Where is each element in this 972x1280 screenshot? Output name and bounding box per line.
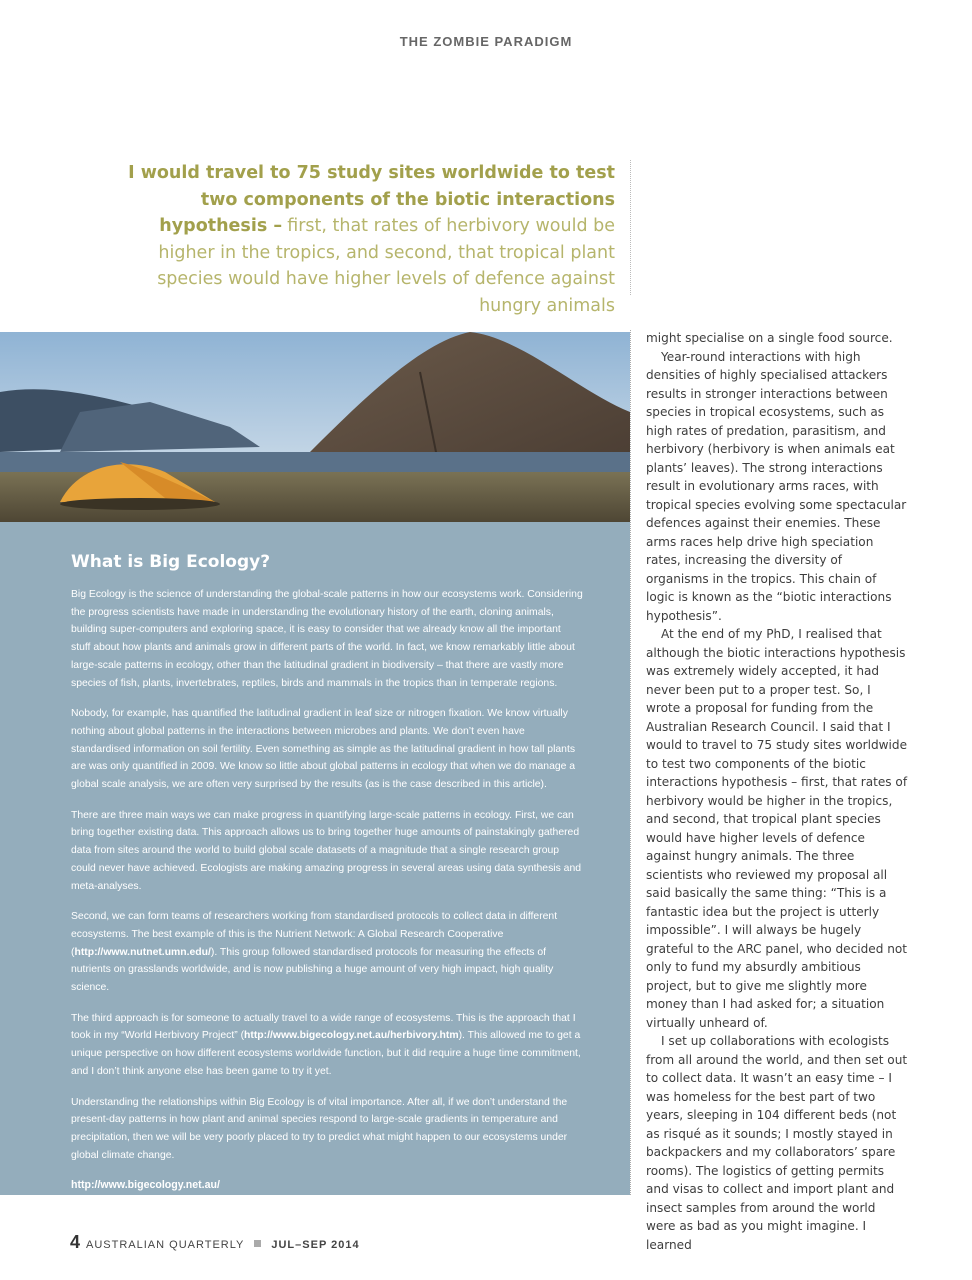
body-paragraph: I set up collaborations with ecologists from all around the world, and then set out to collect data. It wasn’t an easy time – I was homeless for the best part of two years, sleeping in 104 different beds (not as risqué as it sounds; I mostly stayed in backpackers and my collaborators’ spare rooms). The logistics of getting permits and visas to collect and import plant and insect samples from around the world were as bad as you might imagine. I learned — [646, 1034, 908, 1252]
body-paragraph: Year-round interactions with high densities of highly specialised attackers results in stronger interactions between species in tropical ecosystems, such as high rates of predation, parasitism, and herbivory (herbivory is when animals eat plants’ leaves). The strong interactions result in evolutionary arms races, with tropical species evolving some spectacular defences against their enemies. These arms races help drive high speciation rates, increasing the diversity of organisms in the tropics. This chain of logic is known as the “biotic interactions hypothesis”. — [646, 349, 907, 623]
tent-landscape-photo — [0, 332, 630, 522]
sidebar-paragraph: Nobody, for example, has quantified the latitudinal gradient in leaf size or nitrogen fixation. We know virtually nothing about global patterns in the interactions between microbes and plants. We don’t even have standardised information on soil fertility. Even something as simple as the latitudinal gradient in how tall plants are was only quantified in 2009. We know so little about global patterns in ecology that when we do manage a global scale analysis, we are often very surprised by the results (as is the case described in this article). — [71, 708, 576, 791]
text-span: The third approach is for someone to actually travel to a wide range of ecosystems. This is the approach that I took in my “World Herbivory Project” ( — [71, 1012, 576, 1042]
text-span: ). This group followed standardised protocols for measuring the effects of nutrients on grasslands worldwide, and is now publishing a huge amount of very high impact, high quality science. — [71, 946, 554, 994]
publication-name: AUSTRALIAN QUARTERLY — [86, 1239, 245, 1251]
page-number: 4 — [70, 1232, 81, 1252]
text-span: Second, we can form teams of researchers working from standardised protocols to collect data in different ecosystems. The best example of this is the Nutrient Network: A Global Research Cooperative ( — [71, 911, 558, 958]
separator-square-icon — [254, 1240, 261, 1247]
section-header: THE ZOMBIE PARADIGM — [399, 34, 573, 49]
sidebar-box — [0, 522, 630, 1195]
page-footer — [70, 1232, 360, 1253]
pull-quote-light: first, that rates of herbivory would be higher in the tropics, and second, that tropical plant species would have higher levels of defence against hungry animals — [157, 216, 615, 316]
bigecology-link[interactable]: http://www.bigecology.net.au/ — [71, 1179, 220, 1192]
sidebar-paragraph: There are three main ways we can make progress in quantifying large-scale patterns in ecology. First, we can bring together existing data. This approach allows us to bring together huge amounts of painstakingly gathered data from sites around the world to build global scale datasets of a magnitude that a single research group could never have achieved. Ecologists are making amazing progress in several areas using data synthesis and meta-analyses. — [71, 809, 582, 892]
sidebar-paragraph: Big Ecology is the science of understanding the global-scale patterns in how our ecosystems work. Considering the progress scientists have made in understanding the evolutionary history of the earth, cloning animals, building super-computers and exploring space, it is easy to consider that we already know all the important stuff about how plants and animals grow in different parts of the world. In fact, we know remarkably little about large-scale patterns in ecology, other than the latitudinal gradient in biodiversity – that there are vastly more species of fish, plants, invertebrates, reptiles, birds and mammals in the tropics than in temperate regions. — [71, 589, 583, 689]
body-paragraph: might specialise on a single food source. — [646, 331, 893, 345]
issue-date: JUL–SEP 2014 — [271, 1239, 360, 1251]
sidebar-paragraph — [71, 1010, 583, 1081]
sidebar-title: What is Big Ecology? — [71, 552, 271, 572]
sidebar-paragraph: Understanding the relationships within Big Ecology is of vital importance. After all, if we don’t understand the present-day patterns in how plant and animal species respond to large-scale gradients in temperature and precipitation, then we will be very poorly placed to try to predict what might happen to our ecosystems under global climate change. — [71, 1096, 568, 1161]
herbivory-link[interactable]: http://www.bigecology.net.au/herbivory.htm — [244, 1030, 459, 1042]
column-divider — [630, 330, 631, 1195]
sidebar-paragraph — [71, 908, 583, 997]
text-span: ). This allowed me to get a unique perspective on how different ecosystems worldwide function, but it did require a huge time commitment, and I don’t think anyone else has been game to try it yet. — [71, 1030, 581, 1077]
main-column — [646, 329, 908, 1254]
pull-quote-divider — [630, 160, 631, 295]
body-paragraph: At the end of my PhD, I realised that although the biotic interactions hypothesis was extremely widely accepted, it had never been put to a proper test. So, I wrote a proposal for funding from the Australian Research Council. I said that I would to travel to 75 study sites worldwide to test two components of the biotic interactions hypothesis – first, that rates of herbivory would be higher in the tropics, and second, that tropical plant species would have higher levels of defence against hungry animals. The three scientists who reviewed my proposal all said basically the same thing: “This is a fantastic idea but the project is utterly impossible”. I will always be hugely grateful to the ARC panel, who decided not only to fund my absurdly ambitious project, but to give me slightly more money than I had asked for; a situation virtually unheard of. — [646, 627, 908, 1030]
pull-quote-bold: I would travel to 75 study sites worldwide to test two components of the biotic interactions hypothesis – — [128, 163, 615, 236]
nutnet-link[interactable]: http://www.nutnet.umn.edu/ — [74, 946, 211, 958]
pull-quote — [100, 160, 615, 319]
